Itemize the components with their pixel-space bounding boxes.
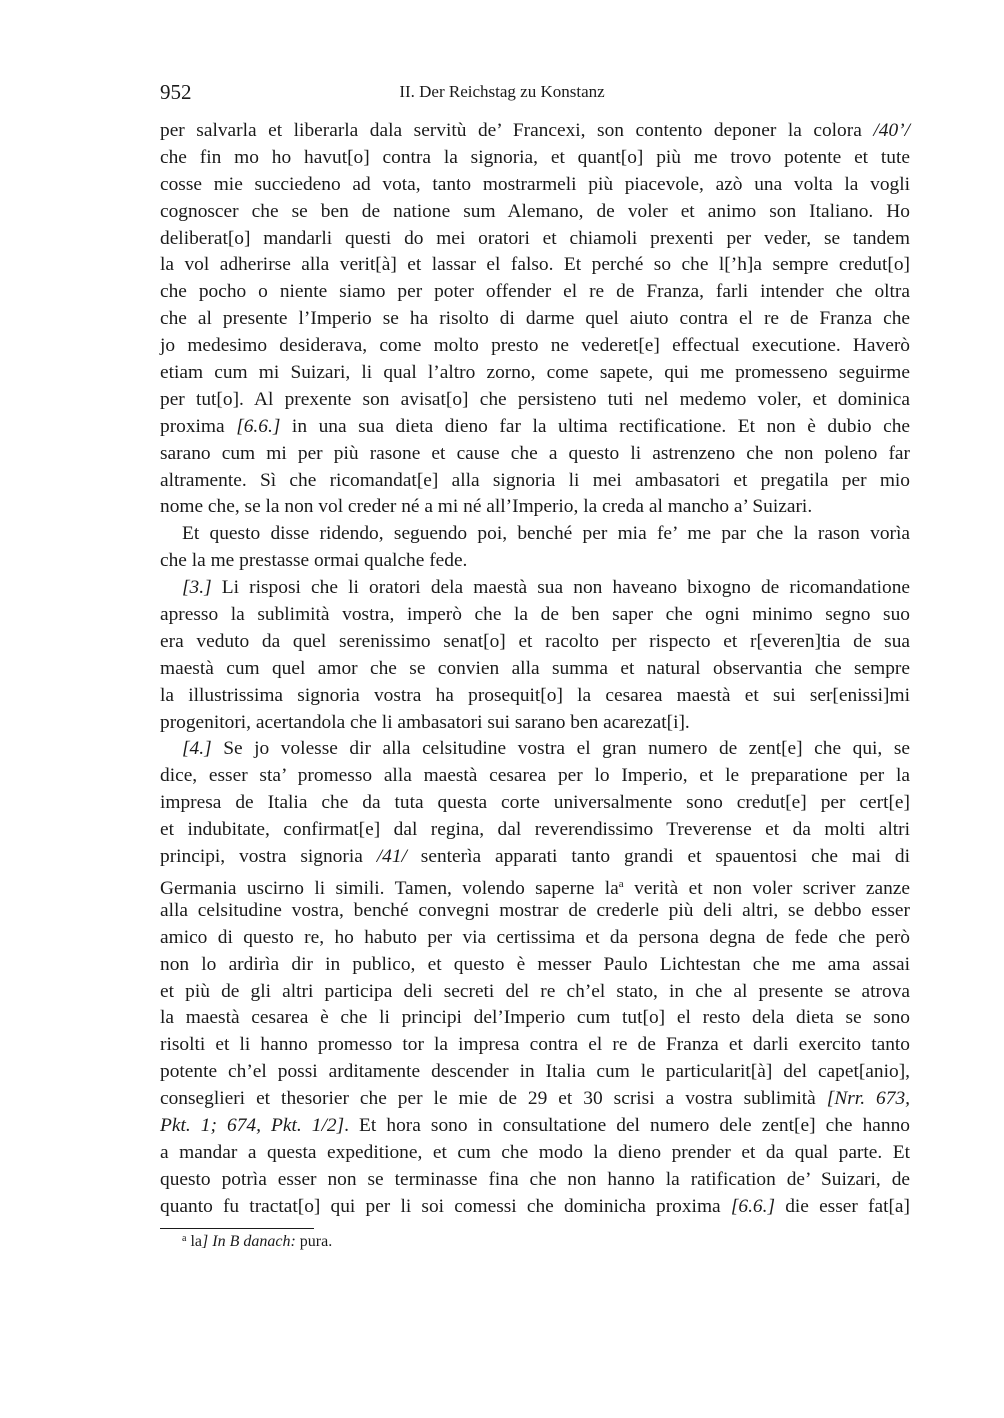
text-line [160, 1086, 910, 1113]
body-text [160, 118, 910, 1221]
editorial-note: [6.6.] [236, 415, 281, 437]
text-line [160, 1059, 910, 1086]
text-segment: deliberat[o] mandarli questi do mei oratori et chiamoli prexenti per veder, se tandem [160, 227, 910, 249]
text-line [160, 979, 910, 1006]
text-line [160, 629, 910, 656]
text-segment: la illustrissima signoria vostra ha prosequit[o] la cesarea maestà et sui ser[enissi]mi [160, 684, 910, 706]
footnote-mark: a [182, 1233, 187, 1244]
footnote-lemma: la [190, 1233, 202, 1250]
text-line [160, 226, 910, 253]
text-line [160, 871, 910, 898]
footnote-note-text: pura. [295, 1233, 333, 1250]
text-segment: risolti et li hanno promesso tor la impresa contra el re de Franza et darli exercito tanto [160, 1034, 910, 1056]
text-line [160, 1167, 910, 1194]
text-line [160, 172, 910, 199]
text-segment: dice, esser sta’ promesso alla maestà cesarea per lo Imperio, et le preparatione per la [160, 765, 910, 787]
text-line [160, 1140, 910, 1167]
text-segment: . Et hora sono in consultatione del numero dele zent[e] che hanno [344, 1114, 910, 1136]
text-segment: Et questo disse ridendo, seguendo poi, benché per mia fe’ me par che la rason vorìa [182, 523, 910, 545]
editorial-note: [4.] [182, 738, 212, 760]
text-segment: Germania uscirno li simili. Tamen, volendo saperne la [160, 877, 619, 899]
text-line [160, 790, 910, 817]
text-segment: cognoscer che se ben de natione sum Alemano, de voler et animo son Italiano. Ho [160, 200, 910, 222]
text-segment: die esser fat[a] [775, 1195, 911, 1217]
editorial-note: /41/ [376, 846, 407, 868]
text-line [160, 145, 910, 172]
text-segment: principi, vostra signoria [160, 846, 377, 868]
text-segment: alla celsitudine vostra, benché convegni mostrar de crederle più deli altri, se debbo esser [160, 899, 910, 921]
text-line [160, 602, 910, 629]
text-segment: era veduto da quel serenissimo senat[o] et racolto per rispecto et r[everen]tia de sua [160, 630, 910, 652]
text-line [160, 118, 910, 145]
text-line [160, 844, 910, 871]
text-line [160, 656, 910, 683]
text-segment: a mandar a questa expeditione, et cum che modo la dieno prender et da qual parte. Et [160, 1141, 910, 1163]
editorial-note: /40’/ [873, 120, 910, 141]
text-line [160, 468, 910, 495]
footnote-reference: a [618, 877, 624, 890]
text-segment: potente ch’el possi arditamente descender in Italia cum le particularit[à] del capet[anio], [160, 1061, 910, 1083]
text-segment: senterìa apparati tanto grandi et spauentosi che mai di [406, 846, 910, 868]
editorial-note: [3.] [182, 577, 212, 599]
text-line [160, 710, 910, 737]
text-segment: apresso la sublimità vostra, imperò che la de ben saper che ogni minimo segno suo [160, 604, 910, 626]
page-number: 952 [160, 80, 192, 104]
text-line [160, 763, 910, 790]
text-segment: che fin mo ho havut[o] contra la signoria, et quant[o] più me trovo potente et tute [160, 146, 910, 168]
running-head: II. Der Reichstag zu Konstanz [399, 82, 605, 101]
text-segment: quanto fu tractat[o] qui per li soi comessi che dominicha proxima [160, 1195, 731, 1217]
editorial-note: Pkt. 1; 674, Pkt. 1/2] [160, 1114, 345, 1136]
editorial-note: [6.6.] [730, 1195, 776, 1217]
text-segment: etiam cum mi Suizari, li qual l’altro zorno, come sapete, qui me promesseno seguirme [160, 362, 910, 384]
text-segment: la maestà cesarea è che li principi del’Imperio cum tut[o] el resto dela dieta se sono [160, 1007, 910, 1029]
text-segment: che la me prestasse ormai qualche fede. [160, 550, 468, 572]
text-segment: questo potrìa esser non se terminasse fina che non hanno la ratification de’ Suizari, de [160, 1168, 910, 1190]
text-line [160, 1113, 910, 1140]
footnote-rule [160, 1228, 314, 1229]
text-segment: non lo ardirìa dir in publico, et questo è messer Paulo Lichtestan che me ama assai [160, 953, 910, 975]
footnote [182, 1233, 332, 1251]
footnote-note-italic: In B danach: [208, 1233, 296, 1250]
text-segment: la vol adherirse alla verit[à] et lassar el falso. Et perché so che l[’h]a sempre credut[o] [160, 254, 910, 276]
text-segment: progenitori, acertandola che li ambasatori sui sarano ben acarezat[i]. [160, 711, 690, 733]
text-segment: che al presente l’Imperio se ha risolto di darme quel aiuto contra el re de Franza che [160, 308, 910, 330]
text-segment: sarano cum mi per più rasone et cause che a questo li astrenzeno che non poleno far [160, 442, 910, 464]
text-segment: verità et non voler scriver zanze [623, 877, 910, 899]
text-segment: nome che, se la non vol creder né a mi né all’Imperio, la creda al mancho a’ Suizari. [160, 496, 813, 518]
text-line [160, 199, 910, 226]
text-line [160, 494, 910, 521]
text-line [160, 817, 910, 844]
text-line [160, 441, 910, 468]
text-line [160, 521, 910, 548]
text-segment: Li risposi che li oratori dela maestà sua non haveano bixogno de ricomandatione [211, 577, 910, 599]
text-segment: per tut[o]. Al prexente son avisat[o] che persisteno tuti nel medemo voler, et dominica [160, 388, 910, 410]
editorial-note: [Nrr. 673, [826, 1088, 910, 1110]
text-segment: altramente. Sì che ricomandat[e] alla signoria li mei ambasatori et pregatila per mio [160, 469, 910, 491]
text-line [160, 306, 910, 333]
text-line [160, 333, 910, 360]
text-line [160, 898, 910, 925]
text-line [160, 252, 910, 279]
text-line [160, 952, 910, 979]
text-line [160, 575, 910, 602]
text-line [160, 360, 910, 387]
text-line [160, 279, 910, 306]
text-line [160, 683, 910, 710]
text-segment: amico di questo re, ho habuto per via certissima et da persona degna de fede che però [160, 926, 910, 948]
text-segment: proxima [160, 415, 237, 437]
text-segment: conseglieri et thesorier che per le mie de 29 et 30 scrisi a vostra sublimità [160, 1088, 827, 1110]
text-line [160, 1032, 910, 1059]
text-segment: per salvarla et liberarla dala servitù de’ Francexi, son contento deponer la colora [160, 120, 874, 141]
text-segment: cosse mie succiedeno ad vota, tanto mostrarmeli più piacevole, azò una volta la vogli [160, 173, 910, 195]
text-line [160, 548, 910, 575]
footnote-bracket: ] [202, 1233, 209, 1250]
text-segment: che pocho o niente siamo per poter offender el re de Franza, farli intender che oltra [160, 281, 910, 303]
text-segment: jo medesimo desiderava, come molto presto ne vederet[e] effectual executione. Haverò [160, 335, 910, 357]
text-line [160, 414, 910, 441]
text-segment: Se jo volesse dir alla celsitudine vostra el gran numero de zent[e] che qui, se [211, 738, 910, 760]
text-line [160, 925, 910, 952]
text-segment: et più de gli altri participa deli secreti del re ch’el stato, in che al presente se atrova [160, 980, 910, 1002]
text-segment: in una sua dieta dieno far la ultima rectificatione. Et non è dubio che [280, 415, 911, 437]
text-line [160, 387, 910, 414]
text-line [160, 1005, 910, 1032]
text-line [160, 1194, 910, 1221]
text-segment: maestà cum quel amor che se convien alla summa et natural observantia che sempre [160, 657, 910, 679]
text-segment: et indubitate, confirmat[e] dal regina, dal reverendissimo Treverense et da molti altri [160, 819, 910, 841]
text-line [160, 736, 910, 763]
text-segment: impresa de Italia che da tuta questa corte universalmente sono credut[e] per cert[e] [160, 792, 910, 814]
